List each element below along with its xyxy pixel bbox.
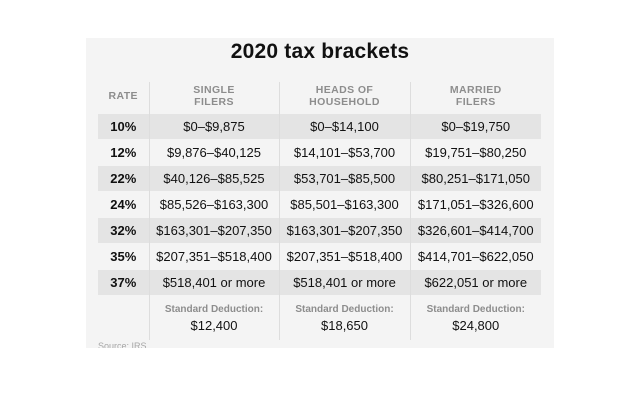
heads-of-household-cell: $163,301–$207,350 (279, 218, 410, 244)
married-cell: $0–$19,750 (410, 114, 541, 140)
rate-cell: 12% (98, 140, 149, 166)
single-cell: $163,301–$207,350 (149, 218, 279, 244)
rate-cell: 22% (98, 166, 149, 192)
married-cell: $326,601–$414,700 (410, 218, 541, 244)
married-cell: $80,251–$171,050 (410, 166, 541, 192)
married-cell: $414,701–$622,050 (410, 244, 541, 270)
rate-cell: 32% (98, 218, 149, 244)
header-single-line2: FILERS (194, 96, 234, 108)
deduction-hoh-value: $18,650 (321, 318, 368, 333)
single-cell: $207,351–$518,400 (149, 244, 279, 270)
single-cell: $40,126–$85,525 (149, 166, 279, 192)
tax-brackets-table (98, 82, 541, 340)
header-married-filers (410, 82, 541, 114)
table-row (98, 140, 541, 166)
header-rate: RATE (108, 90, 138, 102)
deduction-label: Standard Deduction: (164, 304, 264, 315)
header-married-line1: MARRIED (449, 84, 502, 96)
married-cell: $171,051–$326,600 (410, 192, 541, 218)
rate-cell: 35% (98, 244, 149, 270)
table-row (98, 166, 541, 192)
deduction-married-value: $24,800 (452, 318, 500, 333)
header-married-line2: FILERS (455, 96, 496, 108)
heads-of-household-cell: $14,101–$53,700 (279, 140, 410, 166)
deduction-label: Standard Deduction: (295, 304, 394, 315)
rate-cell: 24% (98, 192, 149, 218)
deduction-single-cell (149, 296, 279, 341)
heads-of-household-cell: $207,351–$518,400 (279, 244, 410, 270)
heads-of-household-cell: $518,401 or more (279, 270, 410, 296)
source-note: Source: IRS (98, 341, 147, 348)
heads-of-household-cell: $85,501–$163,300 (279, 192, 410, 218)
single-cell: $518,401 or more (149, 270, 279, 296)
table-row (98, 218, 541, 244)
single-cell: $9,876–$40,125 (149, 140, 279, 166)
rate-cell: 37% (98, 270, 149, 296)
married-cell: $622,051 or more (410, 270, 541, 296)
header-row (98, 82, 541, 114)
deduction-married-cell (410, 296, 541, 341)
table-row (98, 114, 541, 140)
deduction-hoh-cell (279, 296, 410, 341)
page-title: 2020 tax brackets (230, 40, 410, 63)
header-heads-of-household (279, 82, 410, 114)
heads-of-household-cell: $0–$14,100 (279, 114, 410, 140)
married-cell: $19,751–$80,250 (410, 140, 541, 166)
header-single-line1: SINGLE (193, 84, 235, 96)
rate-cell: 10% (98, 114, 149, 140)
header-hoh-line1: HEADS OF (315, 84, 374, 96)
deduction-single-value: $12,400 (190, 318, 238, 333)
standard-deduction-row (98, 296, 541, 341)
single-cell: $85,526–$163,300 (149, 192, 279, 218)
table-row (98, 192, 541, 218)
table-row (98, 244, 541, 270)
table-row (98, 270, 541, 296)
deduction-rate-cell (98, 296, 149, 341)
heads-of-household-cell: $53,701–$85,500 (279, 166, 410, 192)
single-cell: $0–$9,875 (149, 114, 279, 140)
header-hoh-line2: HOUSEHOLD (309, 96, 380, 108)
deduction-label: Standard Deduction: (426, 304, 525, 315)
header-single-filers (149, 82, 279, 114)
